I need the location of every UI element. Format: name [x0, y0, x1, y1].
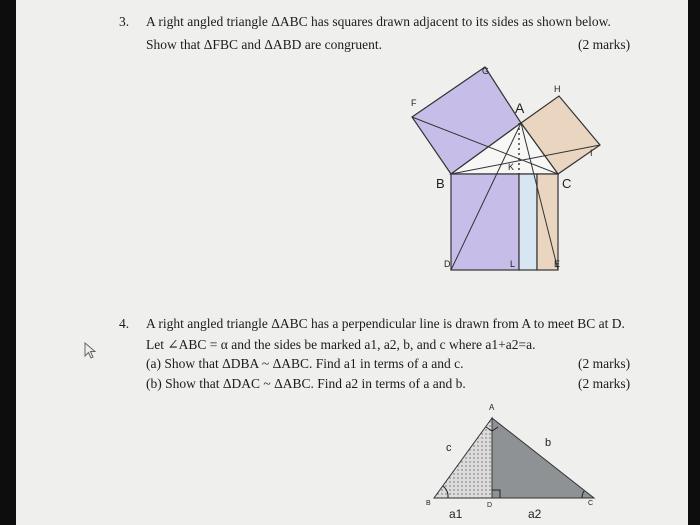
label-b-q4: B [426, 500, 431, 507]
label-g: G [482, 66, 490, 76]
label-d-q4: D [487, 502, 493, 509]
label-side-b: b [545, 437, 552, 449]
triangle-abd-dotted [434, 418, 492, 498]
q3-number: 3. [119, 14, 130, 29]
q4b-marks: (2 marks) [578, 376, 631, 391]
label-b-q3: B [436, 176, 445, 191]
label-a-q3: A [515, 100, 525, 116]
label-a2: a2 [528, 507, 542, 521]
label-h: H [554, 84, 561, 94]
label-i: I [590, 148, 593, 158]
q4a-text: (a) Show that ΔDBA ~ ΔABC. Find a1 in terms of a and c. [146, 356, 464, 371]
triangle-adc-grey [492, 418, 594, 498]
label-f: F [411, 98, 417, 108]
q3-line2: Show that ΔFBC and ΔABD are congruent. [146, 37, 382, 52]
q4-line1: A right angled triangle ΔABC has a perpendicular line is drawn from A to meet BC at D. [146, 316, 625, 331]
q4b-text: (b) Show that ΔDAC ~ ΔABC. Find a2 in terms of a and b. [146, 376, 466, 391]
q3-marks: (2 marks) [578, 37, 631, 52]
q4-number: 4. [119, 316, 130, 331]
label-d-q3: D [444, 259, 451, 269]
worksheet-page [16, 0, 688, 525]
q4-line2: Let ∠ABC = α and the sides be marked a1, a2, b, and c where a1+a2=a. [146, 337, 536, 352]
label-e: E [554, 259, 561, 269]
label-a1: a1 [449, 507, 463, 521]
similar-triangles-diagram [16, 0, 688, 525]
label-c-q4: C [588, 500, 594, 507]
label-l: L [510, 259, 516, 269]
q3-line1: A right angled triangle ΔABC has squares drawn adjacent to its sides as shown below. [146, 14, 611, 29]
label-a-q4: A [489, 403, 495, 412]
label-side-c: c [446, 442, 452, 454]
q4a-marks: (2 marks) [578, 356, 631, 371]
label-c-q3: C [562, 176, 572, 191]
label-k: K [508, 162, 515, 172]
